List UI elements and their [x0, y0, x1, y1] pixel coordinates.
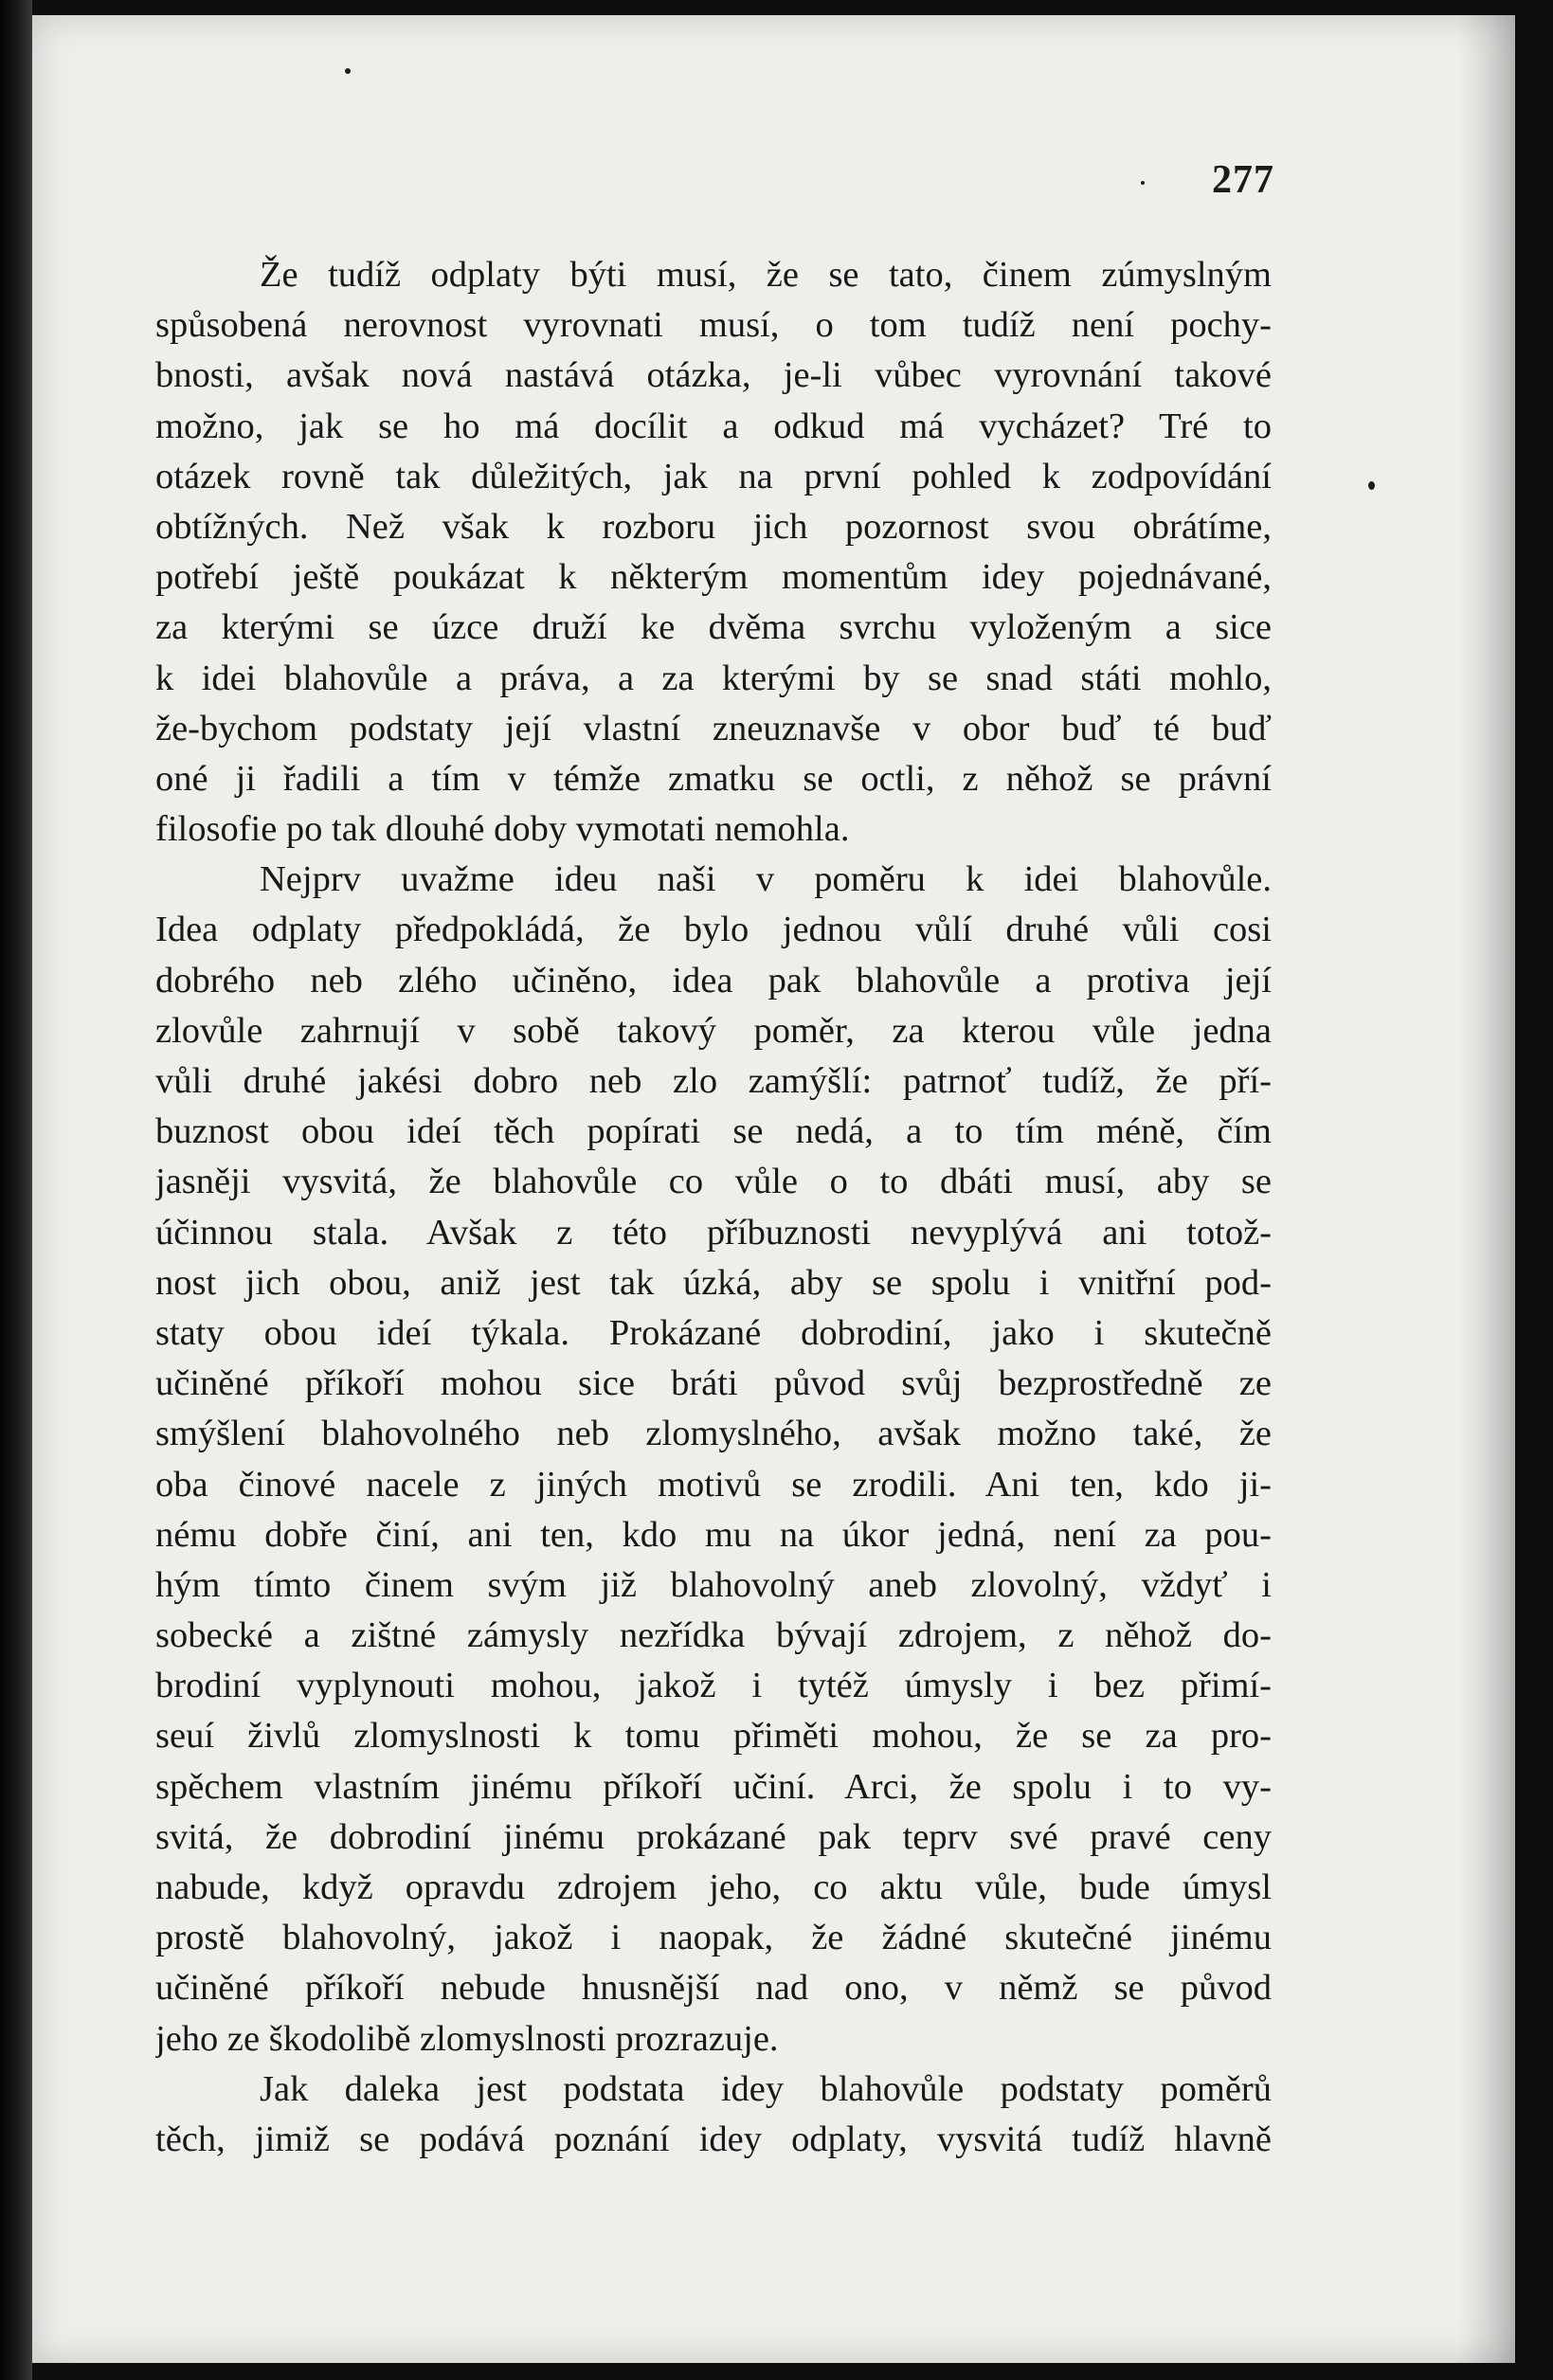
- text-line-30: seuí živlů zlomyslnosti k tomu přiměti mohou, že se za pro-: [155, 1716, 1272, 1757]
- text-line-36: jeho ze škodolibě zlomyslnosti prozrazuje.: [155, 2018, 779, 2059]
- text-line-22: staty obou ideí týkala. Prokázané dobrodiní, jako i skutečně: [155, 1312, 1272, 1353]
- text-line-11: oné ji řadili a tím v témže zmatku se octli, z něhož se právní: [155, 758, 1272, 799]
- text-line-34: prostě blahovolný, jakož i naopak, že žádné skutečné jinému: [155, 1918, 1272, 1958]
- text-line-25: oba činové nacele z jiných motivů se zrodili. Ani ten, kdo ji-: [155, 1464, 1272, 1505]
- text-line-12: filosofie po tak dlouhé doby vymotati nemohla.: [155, 809, 850, 850]
- print-speck: [1141, 181, 1145, 185]
- text-line-4: možno, jak se ho má docílit a odkud má vycházet? Tré to: [155, 406, 1272, 446]
- text-line-10: že-bychom podstaty její vlastní zneuznavše v obor buď té buď: [155, 708, 1272, 748]
- scan-edge-left: [0, 0, 32, 2380]
- text-line-15: dobrého neb zlého učiněno, idea pak blahovůle a protiva její: [155, 960, 1272, 1001]
- text-line-20: účinnou stala. Avšak z této příbuznosti nevyplývá ani totož-: [155, 1212, 1272, 1253]
- text-line-9: k idei blahovůle a práva, a za kterými by se snad státi mohlo,: [155, 658, 1272, 698]
- text-line-29: brodiní vyplynouti mohou, jakož i tytéž úmysly i bez přimí-: [155, 1666, 1272, 1706]
- text-line-31: spěchem vlastním jinému příkoří učiní. Arci, že spolu i to vy-: [155, 1766, 1272, 1807]
- text-line-35: učiněné příkoří nebude hnusnější nad ono, v němž se původ: [155, 1968, 1272, 2009]
- print-speck: [345, 68, 351, 74]
- page-number: 277: [1212, 158, 1274, 202]
- text-line-37: Jak daleka jest podstata idey blahovůle podstaty poměrů: [260, 2068, 1272, 2109]
- text-line-18: buznost obou ideí těch popírati se nedá, a to tím méně, čím: [155, 1111, 1272, 1152]
- text-line-19: jasněji vysvitá, že blahovůle co vůle o to dbáti musí, aby se: [155, 1162, 1272, 1202]
- text-line-13: Nejprv uvažme ideu naši v poměru k idei blahovůle.: [260, 859, 1272, 900]
- text-line-5: otázek rovně tak důležitých, jak na první pohled k zodpovídání: [155, 456, 1272, 496]
- text-line-3: bnosti, avšak nová nastává otázka, je-li vůbec vyrovnání takové: [155, 355, 1272, 396]
- text-line-23: učiněné příkoří mohou sice bráti původ svůj bezprostředně ze: [155, 1363, 1272, 1404]
- text-line-2: spůsobená nerovnost vyrovnati musí, o tom tudíž není pochy-: [155, 305, 1272, 346]
- text-line-16: zlovůle zahrnují v sobě takový poměr, za kterou vůle jedna: [155, 1010, 1272, 1051]
- print-speck: [1368, 481, 1375, 490]
- text-line-26: nému dobře činí, ani ten, kdo mu na úkor jedná, není za pou-: [155, 1514, 1272, 1555]
- text-line-24: smýšlení blahovolného neb zlomyslného, avšak možno také, že: [155, 1414, 1272, 1454]
- text-line-7: potřebí ještě poukázat k některým momentům idey pojednávané,: [155, 557, 1272, 598]
- text-line-17: vůli druhé jakési dobro neb zlo zamýšlí: patrnoť tudíž, že pří-: [155, 1061, 1272, 1101]
- text-line-28: sobecké a zištné zámysly nezřídka bývají zdrojem, z něhož do-: [155, 1615, 1272, 1656]
- text-line-14: Idea odplaty předpokládá, že bylo jednou vůlí druhé vůli cosi: [155, 910, 1272, 950]
- text-line-6: obtížných. Než však k rozboru jich pozornost svou obrátíme,: [155, 506, 1272, 547]
- text-line-1: Že tudíž odplaty býti musí, že se tato, činem zúmyslným: [260, 255, 1272, 295]
- text-line-38: těch, jimiž se podává poznání idey odplaty, vysvitá tudíž hlavně: [155, 2119, 1272, 2159]
- book-page: [32, 15, 1515, 2363]
- body-text: [155, 250, 1272, 2165]
- text-line-32: svitá, že dobrodiní jinému prokázané pak teprv své pravé ceny: [155, 1816, 1272, 1857]
- text-line-21: nost jich obou, aniž jest tak úzká, aby se spolu i vnitřní pod-: [155, 1262, 1272, 1303]
- text-line-27: hým tímto činem svým již blahovolný aneb zlovolný, vždyť i: [155, 1564, 1272, 1605]
- text-line-33: nabude, když opravdu zdrojem jeho, co aktu vůle, bude úmysl: [155, 1867, 1272, 1907]
- text-line-8: za kterými se úzce druží ke dvěma svrchu vyloženým a sice: [155, 607, 1272, 648]
